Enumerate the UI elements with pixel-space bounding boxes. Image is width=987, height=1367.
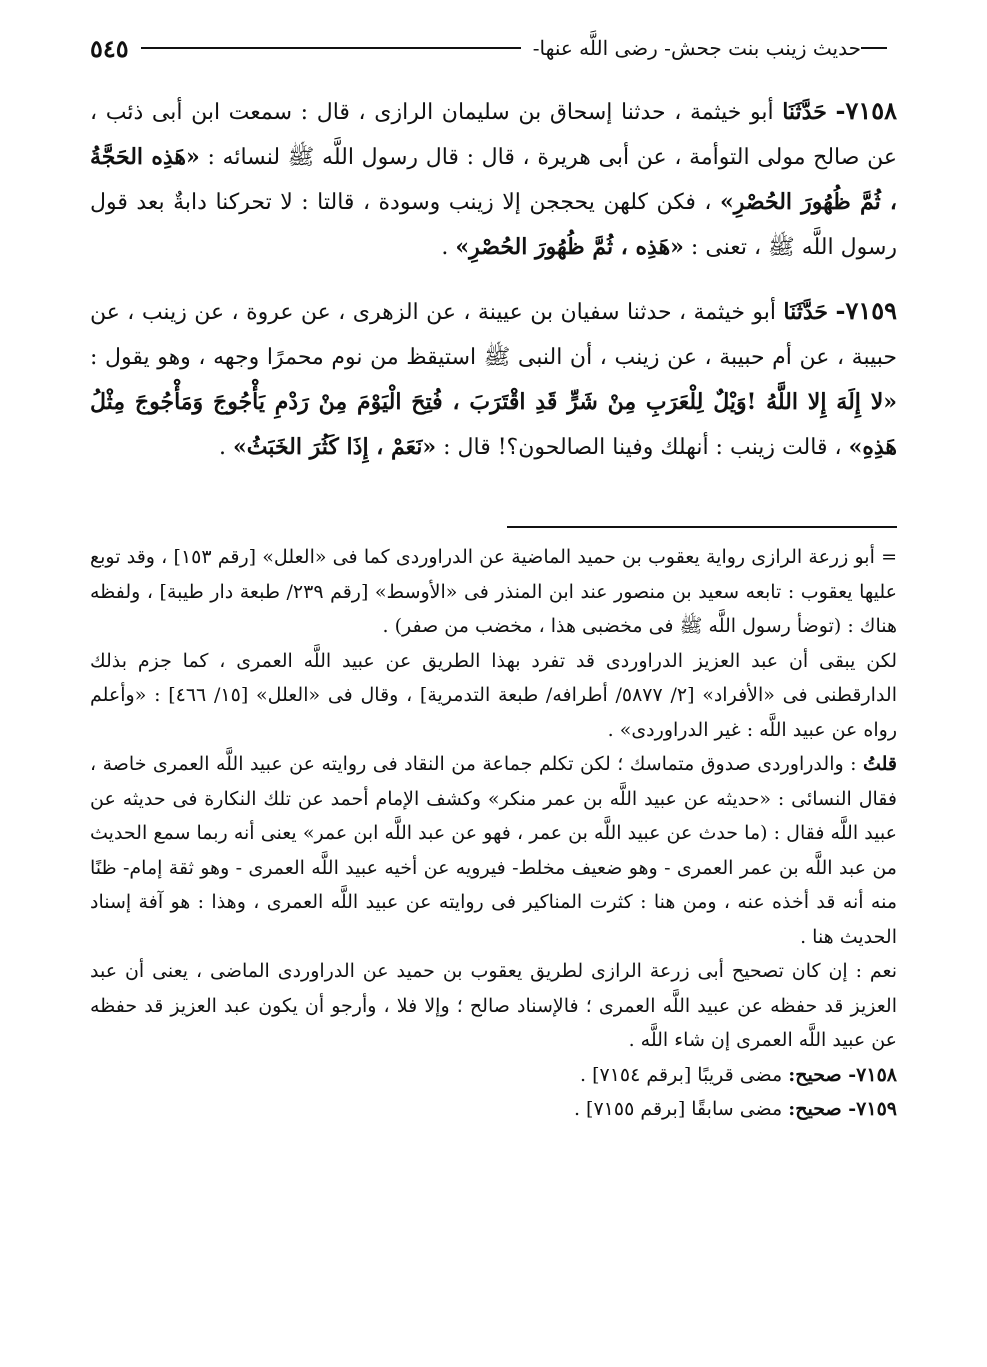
hadith-continuation: ، فكن كلهن يحججن إلا زينب وسودة ، قالتا : لا تحركنا دابةٌ بعد قول رسول اللَّه ﷺ ، تعنى :	[90, 190, 897, 260]
hadith-lead-word: حَدَّثَنَا	[783, 299, 829, 325]
footnote-paragraph: قلتُ : والدراوردى صدوق متماسك ؛ لكن تكلم جماعة من النقاد فى روايته عن عبيد اللَّه العمرى خاصة ، فقال النسائى : «حديثه عن عبيد اللَّه بن عمر منكر» وكشف الإمام أحمد عن تلك النكارة فى حديثه عن عبيد اللَّه فقال : (ما حدث عن عبيد اللَّه بن عمر ، فهو عن عبد اللَّه ابن عمر» يعنى أنه ربما سمع الحديث من عبد اللَّه بن عمر العمرى - وهو ضعيف مخلط- فيرويه عن أخيه عبيد اللَّه العمرى - وهو ثقة إمام- ظنًا منه أنه قد أخذه عنه ، ومن هنا : كثرت المناكير فى روايته عن عبيد اللَّه العمرى ، وهذا : هو آفة إسناد الحديث هنا .	[90, 753, 897, 948]
hadith-7159	[90, 288, 897, 470]
footnote-paragraph: لكن يبقى أن عبد العزيز الدراوردى قد تفرد بهذا الطريق عن عبيد اللَّه العمرى ، كما جزم بذلك الدارقطنى فى «الأفراد» [٢/ ٥٨٧٧/ أطرافه/ طبعة التدمرية] ، وقال فى «العلل» [١٥/ ٤٦٦] : «وأعلم رواه عن عبيد اللَّه : غير الدراوردى» .	[90, 649, 897, 741]
footnote-separator	[507, 526, 897, 528]
grade-label: ٧١٥٨- صحيح:	[788, 1063, 897, 1086]
hadith-matn: «لا إِلَهَ إِلا اللَّهُ !وَيْلٌ لِلْعَرَبِ مِنْ شَرٍّ قَدِ اقْتَرَبَ ، فُتِحَ الْيَوْمَ مِنْ رَدْمِ يَأْجُوجَ وَمَأْجُوجَ مِثْلُ هَذِهِ»	[90, 389, 897, 460]
hadith-number: ٧١٥٩-	[835, 296, 897, 325]
footnote-paragraph: = أبو زرعة الرازى رواية يعقوب بن حميد الماضية عن الدراوردى كما فى «العلل» [رقم ١٥٣] ، وقد توبع عليها يعقوب : تابعه سعيد بن منصور عند ابن المنذر فى «الأوسط» [رقم ٢٣٩/ طبعة دار طيبة] ، ولفظه هناك : (توضأ رسول اللَّه ﷺ فى مخضبى هذا ، مخضب من صفر) .	[90, 546, 898, 637]
hadith-end: .	[218, 435, 233, 460]
footnotes	[90, 540, 897, 1127]
hadith-isnad: أبو خيثمة ، حدثنا إسحاق بن سليمان الرازى ، قال : سمعت ابن أبى ذئب ، عن صالح مولى التوأمة ، عن أبى هريرة ، قال : قال رسول اللَّه ﷺ لنسائه :	[90, 100, 897, 170]
running-title: حديث زينب بنت جحش- رضى اللَّه عنها-	[532, 36, 861, 60]
grade-text: مضى قريبًا [برقم ٧١٥٤] .	[579, 1063, 789, 1086]
hadith-matn-answer: «نَعَمْ ، إِذَا كَثُرَ الخَبَثُ»	[232, 434, 437, 460]
running-header	[90, 28, 897, 68]
hadith-number: ٧١٥٨-	[835, 96, 898, 125]
header-rule	[141, 47, 521, 49]
grade-7159	[90, 1092, 897, 1127]
grade-7158	[90, 1058, 897, 1093]
qultu-label: قلتُ	[862, 753, 897, 775]
grade-label: ٧١٥٩- صحيح:	[788, 1098, 897, 1120]
hadith-matn: «هَذِه الحَجَّةُ ، ثُمَّ ظُهُورَ الحُصْرِ»	[90, 144, 897, 215]
grade-text: مضى سابقًا [برقم ٧١٥٥] .	[573, 1098, 789, 1120]
hadith-matn-repeat: «هَذِه ، ثُمَّ ظُهُورَ الحُصْرِ»	[455, 234, 684, 260]
main-text	[90, 88, 897, 488]
footnote-paragraph: نعم : إن كان تصحيح أبى زرعة الرازى لطريق يعقوب بن حميد عن الدراوردى الماضى ، يعنى أن عبد العزيز قد حفظه عن عبيد اللَّه العمرى ؛ فالإسناد صالح ؛ وإلا فلا ، وأرجو أن يكون عبد العزيز قد حفظه عن عبيد اللَّه العمرى إن شاء اللَّه .	[90, 960, 897, 1051]
hadith-7158	[90, 88, 897, 270]
hadith-end: .	[441, 235, 456, 260]
page-number: ٥٤٥	[90, 33, 129, 63]
hadith-continuation: ، قالت زينب : أنهلك وفينا الصالحون؟! قال :	[436, 435, 849, 460]
hadith-isnad: أبو خيثمة ، حدثنا سفيان بن عيينة ، عن الزهرى ، عن عروة ، عن زينب ، عن حبيبة ، عن أم حبيبة ، عن زينب ، أن النبى ﷺ استيقظ من نوم محمرًا وجهه ، وهو يقول :	[90, 300, 897, 370]
hadith-lead-word: حَدَّثَنَا	[782, 99, 827, 125]
header-dash	[861, 47, 887, 49]
